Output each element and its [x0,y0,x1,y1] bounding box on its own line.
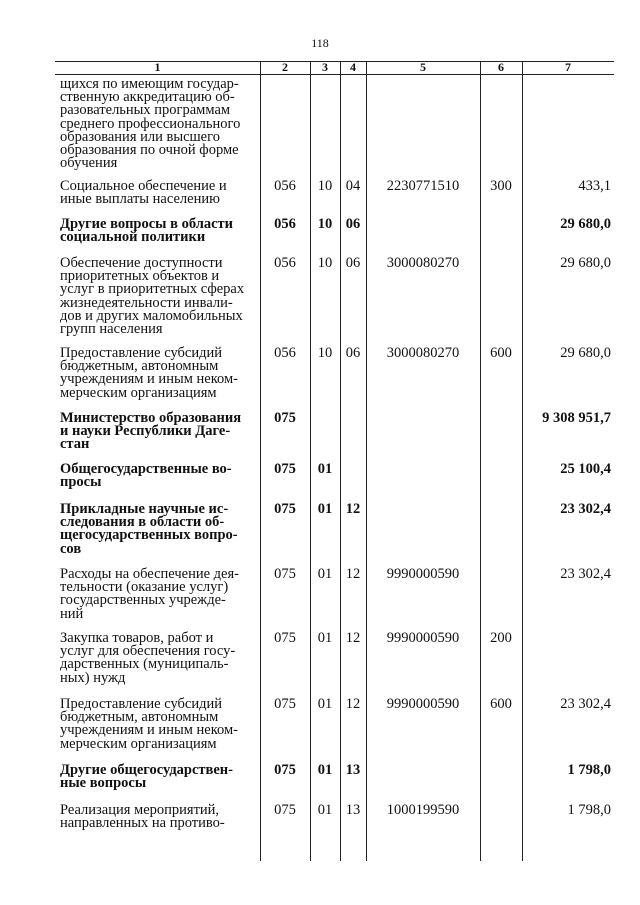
subsection-code: 06 [345,345,361,361]
subsection-code: 12 [345,696,361,712]
target-article-code: 9990000590 [386,566,460,582]
description-line: приоритетных объектов и [60,268,220,285]
description-line: сов [60,540,82,557]
description-line: ных) нужд [60,669,126,686]
amount: 29 680,0 [560,345,611,361]
section-code: 01 [317,630,333,646]
description-line: мерческим организациям [60,735,217,752]
row-description [60,568,252,621]
description-line: дарственных (муниципаль- [60,656,229,673]
admin-code: 075 [274,566,296,582]
admin-code: 075 [274,802,296,818]
row-description [60,257,252,336]
section-code: 10 [317,255,333,271]
column-header-4: 4 [350,60,356,74]
row-description [60,412,252,452]
target-article-code: 9990000590 [386,630,460,646]
row-description [60,632,252,685]
admin-code: 075 [274,410,296,426]
column-header-7: 7 [565,60,571,74]
column-header-6: 6 [498,60,504,74]
subsection-code: 06 [345,216,361,232]
description-line: стан [60,436,90,453]
description-line: Предоставление субсидий [60,696,223,712]
description-line: услуг для обеспечения госу- [60,643,236,660]
column-header-2: 2 [282,60,288,74]
section-code: 01 [317,566,333,582]
description-line: государственных учрежде- [60,592,226,609]
row-description [60,764,252,790]
description-line: Социальное обеспечение и [60,178,227,194]
column-header-5: 5 [420,60,426,74]
description-line: щегосударственных вопро- [60,527,238,544]
admin-code: 075 [274,630,296,646]
description-line: дов и других маломобильных [60,307,243,324]
row-description [60,218,252,244]
admin-code: 075 [274,762,296,778]
amount: 23 302,4 [560,696,611,712]
amount: 9 308 951,7 [542,410,611,426]
row-description [60,804,252,830]
description-line: групп населения [60,321,163,338]
description-line: социальной политики [60,229,206,246]
description-line: тельности (оказание услуг) [60,579,229,596]
page-number: 118 [311,36,329,50]
subsection-code: 12 [345,501,361,517]
description-line: услуг в приоритетных сферах [60,281,245,298]
section-code: 10 [317,345,333,361]
description-line: учреждениям и иным неком- [60,371,238,388]
amount: 1 798,0 [567,762,611,778]
section-code: 01 [317,501,333,517]
description-line: бюджетным, автономным [60,358,219,375]
description-line: Предоставление субсидий [60,345,223,361]
admin-code: 075 [274,696,296,712]
description-line: жизнедеятельности инвали- [60,294,233,311]
description-line: Обеспечение доступности [60,255,223,271]
description-line: Закупка товаров, работ и [60,630,214,646]
description-line: среднего профессионального [60,115,241,132]
expense-type-code: 300 [490,178,512,194]
row-description [60,78,252,170]
description-line: ные вопросы [60,775,147,792]
description-line: Реализация мероприятий, [60,802,220,818]
subsection-code: 06 [345,255,361,271]
section-code: 10 [317,178,333,194]
section-code: 10 [317,216,333,232]
amount: 433,1 [578,178,611,194]
target-article-code: 9990000590 [386,696,460,712]
target-article-code: 1000199590 [386,802,460,818]
subsection-code: 12 [345,630,361,646]
amount: 23 302,4 [560,501,611,517]
expense-type-code: 600 [490,345,512,361]
section-code: 01 [317,802,333,818]
description-line: учреждениям и иным неком- [60,722,238,739]
description-line: Министерство образования [60,410,242,426]
description-line: Другие общегосударствен- [60,762,233,778]
column-header-3: 3 [322,60,328,74]
description-line: мерческим организациям [60,384,217,401]
admin-code: 056 [274,255,296,271]
amount: 23 302,4 [560,566,611,582]
description-line: следования в области об- [60,514,225,531]
amount: 25 100,4 [560,461,611,477]
row-description [60,347,252,400]
section-code: 01 [317,696,333,712]
subsection-code: 13 [345,762,361,778]
admin-code: 075 [274,461,296,477]
description-line: просы [60,474,102,491]
admin-code: 056 [274,345,296,361]
row-description [60,180,252,206]
description-line: ний [60,605,84,622]
description-line: Прикладные научные ис- [60,501,229,517]
description-line: иные выплаты населению [60,191,220,208]
subsection-code: 04 [345,178,361,194]
target-article-code: 2230771510 [386,178,460,194]
description-line: и науки Республики Даге- [60,423,231,440]
target-article-code: 3000080270 [386,345,460,361]
description-line: направленных на противо- [60,815,225,832]
description-line: образования по очной форме [60,142,239,159]
expense-type-code: 600 [490,696,512,712]
description-line: бюджетным, автономным [60,709,219,726]
description-line: образования или высшего [60,128,220,145]
description-line: ственную аккредитацию об- [60,89,235,106]
amount: 29 680,0 [560,255,611,271]
subsection-code: 12 [345,566,361,582]
description-line: Расходы на обеспечение дея- [60,566,239,582]
target-article-code: 3000080270 [386,255,460,271]
description-line: щихся по имеющим государ- [60,76,239,92]
description-line: Общегосударственные во- [60,461,232,477]
admin-code: 075 [274,501,296,517]
subsection-code: 13 [345,802,361,818]
admin-code: 056 [274,216,296,232]
row-description [60,698,252,751]
description-line: разовательных программам [60,102,231,119]
amount: 29 680,0 [560,216,611,232]
admin-code: 056 [274,178,296,194]
description-line: обучения [60,155,118,172]
column-header-1: 1 [154,60,161,74]
section-code: 01 [317,762,333,778]
row-description [60,503,252,556]
description-line: Другие вопросы в области [60,216,234,232]
amount: 1 798,0 [567,802,611,818]
header-bottom-rule [55,74,614,75]
row-description [60,463,252,489]
expense-type-code: 200 [490,630,512,646]
section-code: 01 [317,461,333,477]
